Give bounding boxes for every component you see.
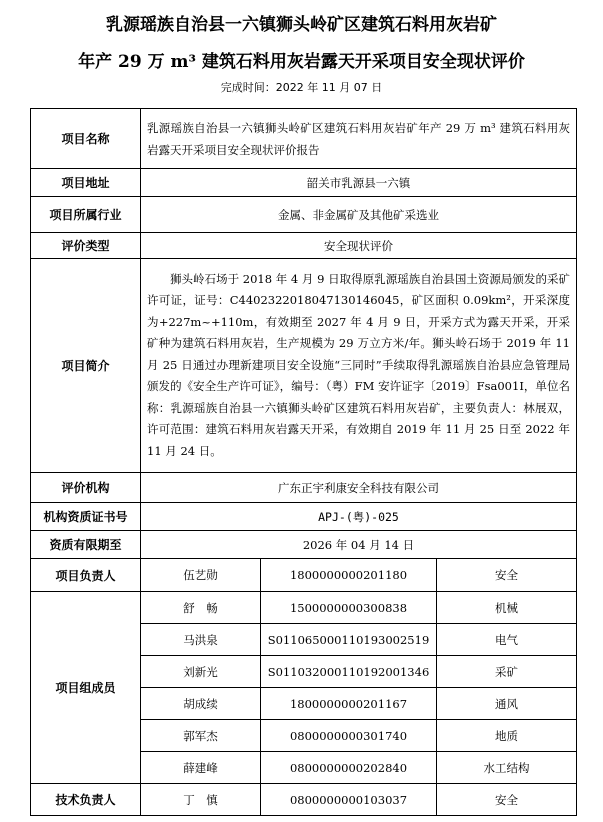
leader-cert: 1800000000201180 [261,559,437,592]
eval-type-value: 安全现状评价 [141,233,577,259]
completion-date: 完成时间：2022 年 11 月 07 日 [220,81,383,94]
summary-value: 狮头岭石场于 2018 年 4 月 9 日取得原乳源瑶族自治县国土资源局颁发的采矿许可证，证号：C4402322018047130146045，矿区面积 0.09km²，开采深度为+227m~+110m，有效期至 2027 年 4 月 9 日，开采方式为露天开采，开采矿种为建筑石料用灰岩，生产规模为 29 万立方米/年。狮头岭石场于 2019 年 11 月 25 日通过办理新建项目安全设施“三同时”手续取得乳源瑶族自治县应急管理局颁发的《安全生产许可证》，编号：（粤）FM 安许证字〔2019〕Fsa001Ⅰ，单位名称：乳源瑶族自治县一六镇狮头岭矿区建筑石料用灰岩矿，主要负责人：林展双，许可范围：建筑石料用灰岩露天开采，有效期自 2019 年 11 月 25 日至 2022 年 11 月 24 日。 [141,259,577,473]
row-industry [31,197,577,233]
cert-no-value: APJ-(粤)-025 [141,503,577,531]
row-project-address [31,169,577,197]
row-cert-no [31,503,577,531]
members-label: 项目组成员 [31,592,141,784]
leader-name: 伍艺勋 [141,559,261,592]
leader-label: 项目负责人 [31,559,141,592]
member-name: 郭军杰 [141,720,261,752]
row-valid-until [31,531,577,559]
title-line-1: 乳源瑶族自治县一六镇狮头岭矿区建筑石料用灰岩矿 [106,15,497,35]
member-cert: 1800000000201167 [261,688,437,720]
project-name-label: 项目名称 [31,109,141,169]
row-project-name [31,109,577,169]
industry-label: 项目所属行业 [31,197,141,233]
eval-org-value: 广东正宇利康安全科技有限公司 [141,473,577,503]
project-address-value: 韶关市乳源县一六镇 [141,169,577,197]
member-cert: S011065000110193002519 [261,624,437,656]
valid-until-label: 资质有限期至 [31,531,141,559]
member-specialty: 通风 [437,688,577,720]
member-specialty: 采矿 [437,656,577,688]
member-specialty: 电气 [437,624,577,656]
tech-leader-specialty: 安全 [437,784,577,816]
industry-value: 金属、非金属矿及其他矿采选业 [141,197,577,233]
row-eval-type [31,233,577,259]
summary-label: 项目简介 [31,259,141,473]
member-cert: 0800000000301740 [261,720,437,752]
leader-specialty: 安全 [437,559,577,592]
member-specialty: 地质 [437,720,577,752]
valid-until-value: 2026 年 04 月 14 日 [141,531,577,559]
member-name: 刘新光 [141,656,261,688]
member-cert: S011032000110192001346 [261,656,437,688]
member-row [31,592,577,624]
eval-type-label: 评价类型 [31,233,141,259]
project-name-value: 乳源瑶族自治县一六镇狮头岭矿区建筑石料用灰岩矿年产 29 万 m³ 建筑石料用灰岩露天开采项目安全现状评价报告 [141,109,577,169]
row-tech-leader [31,784,577,816]
member-name: 胡成续 [141,688,261,720]
member-name: 舒 畅 [141,592,261,624]
eval-org-label: 评价机构 [31,473,141,503]
member-name: 马洪泉 [141,624,261,656]
member-specialty: 机械 [437,592,577,624]
tech-leader-name: 丁 慎 [141,784,261,816]
title-line-2: 年产 29 万 m³ 建筑石料用灰岩露天开采项目安全现状评价 [78,52,525,72]
tech-leader-label: 技术负责人 [31,784,141,816]
member-cert: 1500000000300838 [261,592,437,624]
project-address-label: 项目地址 [31,169,141,197]
project-info-table [30,108,577,816]
tech-leader-cert: 0800000000103037 [261,784,437,816]
member-cert: 0800000000202840 [261,752,437,784]
cert-no-label: 机构资质证书号 [31,503,141,531]
row-eval-org [31,473,577,503]
row-summary [31,259,577,473]
member-specialty: 水工结构 [437,752,577,784]
row-leader [31,559,577,592]
member-name: 薛建峰 [141,752,261,784]
